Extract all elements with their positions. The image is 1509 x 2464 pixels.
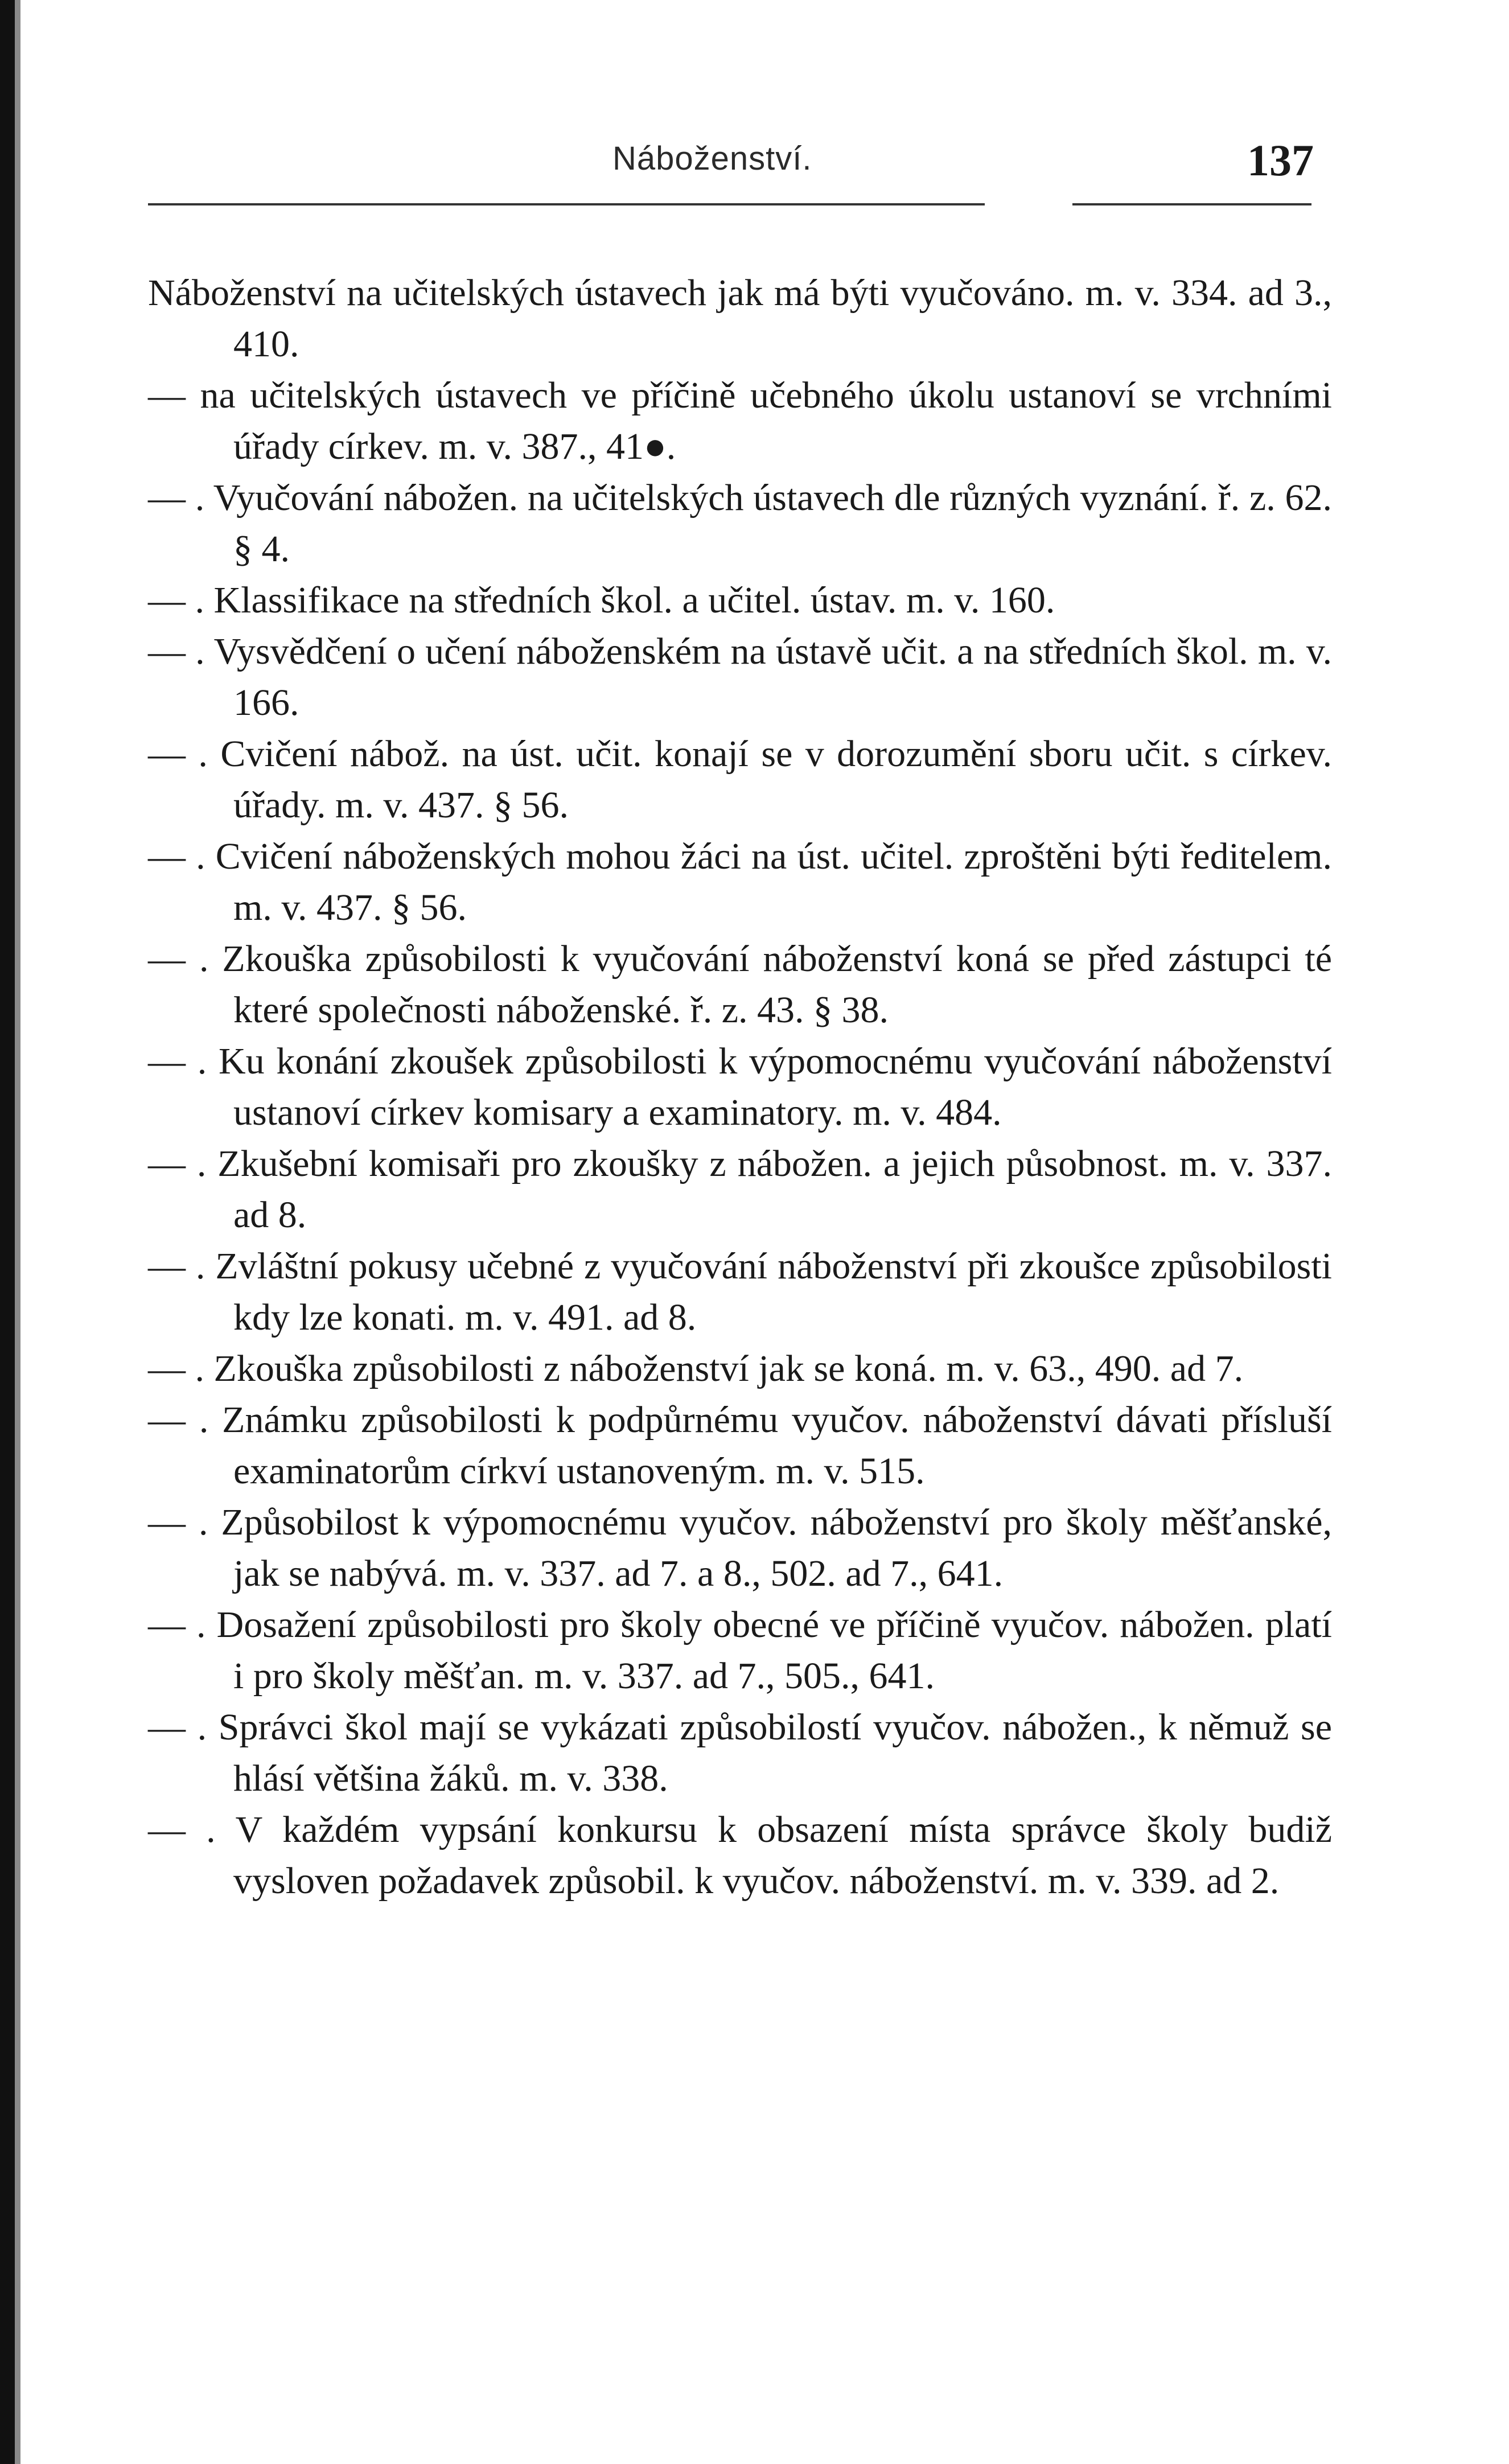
header-rule-right xyxy=(1072,203,1311,205)
index-entry: — . Klassifikace na středních škol. a učitel. ústav. m. v. 160. xyxy=(148,579,1055,621)
index-entry: — . Vysvědčení o učení náboženském na ústavě učit. a na středních škol. m. v. 166. xyxy=(148,631,1332,723)
index-entry: — . Známku způsobilosti k podpůrnému vyučov. náboženství dávati přísluší examinatorům církví ustanoveným. m. v. 515. xyxy=(148,1399,1332,1492)
index-entry: — . Cvičení nábož. na úst. učit. konají se v dorozumění sboru učit. s církev. úřady. m. v. 437. § 56. xyxy=(148,733,1332,826)
index-entry: — . Zkouška způsobilosti k vyučování náboženství koná se před zástupci té které společnosti náboženské. ř. z. 43. § 38. xyxy=(148,938,1332,1031)
index-entry: — . Cvičení náboženských mohou žáci na úst. učitel. zproštěni býti ředitelem. m. v. 437. § 56. xyxy=(148,836,1332,928)
running-head xyxy=(20,135,1509,196)
index-entries xyxy=(148,268,1332,1907)
scan-edge-shade xyxy=(15,0,20,2464)
index-entry: — . Vyučování nábožen. na učitelských ústavech dle různých vyznání. ř. z. 62. § 4. xyxy=(148,477,1332,570)
index-entry: — . Způsobilost k výpomocnému vyučov. náboženství pro školy měšťanské, jak se nabývá. m. v. 337. ad 7. a 8., 502. ad 7., 641. xyxy=(148,1502,1332,1594)
index-entry: — na učitelských ústavech ve příčině učebného úkolu ustanoví se vrchními úřady církev. m. v. 387., 41●. xyxy=(148,375,1332,467)
index-entry: — . Ku konání zkoušek způsobilosti k výpomocnému vyučování náboženství ustanoví církev komisary a examinatory. m. v. 484. xyxy=(148,1040,1332,1133)
index-entry: — . Zvláštní pokusy učebné z vyučování náboženství při zkoušce způsobilosti kdy lze konati. m. v. 491. ad 8. xyxy=(148,1245,1332,1338)
header-rule-left xyxy=(148,203,985,205)
index-entry: — . Dosažení způsobilosti pro školy obecné ve příčině vyučov. nábožen. platí i pro školy měšťan. m. v. 337. ad 7., 505., 641. xyxy=(148,1604,1332,1697)
scan-edge-dark xyxy=(0,0,15,2464)
index-entry: — . Správci škol mají se vykázati způsobilostí vyučov. nábožen., k němuž se hlásí většina žáků. m. v. 338. xyxy=(148,1706,1332,1799)
index-entry: — . Zkušební komisaři pro zkoušky z nábožen. a jejich působnost. m. v. 337. ad 8. xyxy=(148,1143,1332,1236)
running-title: Náboženství. xyxy=(612,140,812,177)
index-entry: — . Zkouška způsobilosti z náboženství jak se koná. m. v. 63., 490. ad 7. xyxy=(148,1348,1244,1389)
book-page xyxy=(20,0,1509,2464)
index-entry: — . V každém vypsání konkursu k obsazení místa správce školy budiž vysloven požadavek způsobil. k vyučov. náboženství. m. v. 339. ad 2. xyxy=(148,1809,1332,1902)
index-entry: Náboženství na učitelských ústavech jak má býti vyučováno. m. v. 334. ad 3., 410. xyxy=(148,272,1332,365)
page-number: 137 xyxy=(1247,135,1314,185)
